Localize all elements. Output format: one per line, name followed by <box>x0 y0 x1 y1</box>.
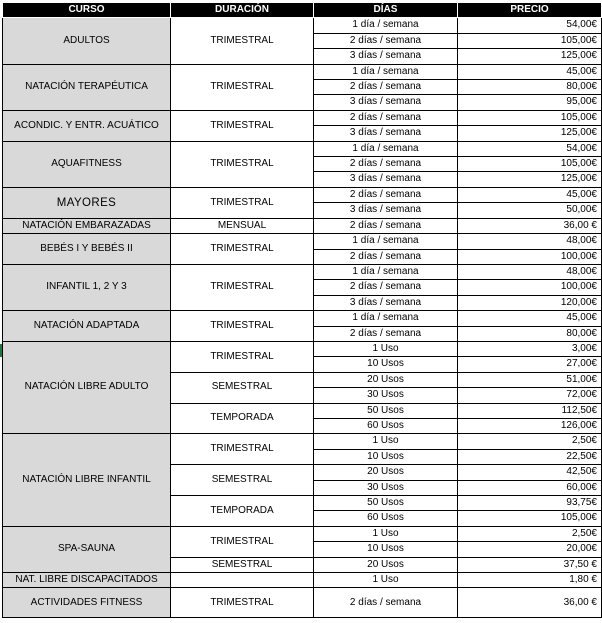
table-row <box>3 218 602 233</box>
days-cell: 60 Usos <box>314 418 458 433</box>
days-cell: 3 días / semana <box>314 49 458 64</box>
course-name-cell: BEBÉS I Y BEBÉS II <box>3 234 171 265</box>
duration-cell: TRIMESTRAL <box>171 64 314 110</box>
price-cell: 60,00€ <box>458 480 602 495</box>
table-body <box>3 18 602 618</box>
days-cell: 20 Usos <box>314 465 458 480</box>
price-cell: 45,00€ <box>458 311 602 326</box>
price-cell: 80,00€ <box>458 326 602 341</box>
table-row <box>3 110 602 125</box>
days-cell: 2 días / semana <box>314 110 458 125</box>
course-name-cell: NATACIÓN LIBRE INFANTIL <box>3 434 171 526</box>
price-cell: 125,00€ <box>458 126 602 141</box>
price-cell: 2,50€ <box>458 434 602 449</box>
price-cell: 51,00€ <box>458 372 602 387</box>
price-cell: 42,50€ <box>458 465 602 480</box>
course-name-cell: SPA-SAUNA <box>3 526 171 572</box>
course-name-cell: AQUAFITNESS <box>3 141 171 187</box>
price-cell: 125,00€ <box>458 49 602 64</box>
price-cell: 100,00€ <box>458 280 602 295</box>
price-cell: 2,50€ <box>458 526 602 541</box>
duration-cell: TRIMESTRAL <box>171 18 314 64</box>
days-cell: 2 días / semana <box>314 33 458 48</box>
days-cell: 3 días / semana <box>314 172 458 187</box>
days-cell: 1 día / semana <box>314 18 458 33</box>
course-name-cell: NATACIÓN EMBARAZADAS <box>3 218 171 233</box>
price-cell: 93,75€ <box>458 496 602 511</box>
price-cell: 72,00€ <box>458 388 602 403</box>
header-precio: PRECIO <box>458 3 602 18</box>
days-cell: 10 Usos <box>314 449 458 464</box>
duration-cell: TRIMESTRAL <box>171 234 314 265</box>
duration-cell: MENSUAL <box>171 218 314 233</box>
table-row <box>3 187 602 202</box>
table-row <box>3 311 602 326</box>
price-cell: 1,80 € <box>458 573 602 588</box>
course-name-cell: NATACIÓN ADAPTADA <box>3 311 171 342</box>
days-cell: 50 Usos <box>314 496 458 511</box>
days-cell: 1 día / semana <box>314 264 458 279</box>
table-row <box>3 341 602 356</box>
price-cell: 112,50€ <box>458 403 602 418</box>
days-cell: 2 días / semana <box>314 588 458 618</box>
duration-cell: TEMPORADA <box>171 496 314 527</box>
header-duracion: DURACIÓN <box>171 3 314 18</box>
days-cell: 1 Uso <box>314 434 458 449</box>
duration-cell: TRIMESTRAL <box>171 434 314 465</box>
days-cell: 3 días / semana <box>314 203 458 218</box>
days-cell: 1 Uso <box>314 526 458 541</box>
price-cell: 48,00€ <box>458 264 602 279</box>
duration-cell: TRIMESTRAL <box>171 311 314 342</box>
days-cell: 3 días / semana <box>314 295 458 310</box>
duration-cell: TEMPORADA <box>171 403 314 434</box>
price-cell: 20,00€ <box>458 542 602 557</box>
header-row <box>3 3 602 18</box>
days-cell: 1 Uso <box>314 341 458 356</box>
table-row <box>3 234 602 249</box>
price-cell: 36,00 € <box>458 588 602 618</box>
days-cell: 10 Usos <box>314 357 458 372</box>
days-cell: 1 día / semana <box>314 234 458 249</box>
course-name-cell: ACONDIC. Y ENTR. ACUÁTICO <box>3 110 171 141</box>
days-cell: 1 día / semana <box>314 311 458 326</box>
price-cell: 95,00€ <box>458 95 602 110</box>
duration-cell: TRIMESTRAL <box>171 264 314 310</box>
price-cell: 105,00€ <box>458 110 602 125</box>
days-cell: 30 Usos <box>314 480 458 495</box>
price-cell: 105,00€ <box>458 157 602 172</box>
price-cell: 37,50 € <box>458 557 602 572</box>
days-cell: 2 días / semana <box>314 80 458 95</box>
days-cell: 50 Usos <box>314 403 458 418</box>
days-cell: 10 Usos <box>314 542 458 557</box>
duration-cell: TRIMESTRAL <box>171 141 314 187</box>
price-cell: 36,00 € <box>458 218 602 233</box>
table-row <box>3 141 602 156</box>
days-cell: 2 días / semana <box>314 249 458 264</box>
course-name-cell: MAYORES <box>3 187 171 218</box>
duration-cell: TRIMESTRAL <box>171 341 314 372</box>
price-cell: 22,50€ <box>458 449 602 464</box>
days-cell: 2 días / semana <box>314 326 458 341</box>
price-cell: 48,00€ <box>458 234 602 249</box>
price-cell: 120,00€ <box>458 295 602 310</box>
price-cell: 80,00€ <box>458 80 602 95</box>
duration-cell: TRIMESTRAL <box>171 187 314 218</box>
days-cell: 30 Usos <box>314 388 458 403</box>
course-name-cell: NATACIÓN TERAPÉUTICA <box>3 64 171 110</box>
days-cell: 20 Usos <box>314 557 458 572</box>
duration-cell: TRIMESTRAL <box>171 110 314 141</box>
price-table <box>2 2 602 618</box>
days-cell: 2 días / semana <box>314 280 458 295</box>
course-name-cell: INFANTIL 1, 2 Y 3 <box>3 264 171 310</box>
header-curso: CURSO <box>3 3 171 18</box>
table-row <box>3 264 602 279</box>
days-cell: 3 días / semana <box>314 95 458 110</box>
table-row <box>3 588 602 618</box>
days-cell: 60 Usos <box>314 511 458 526</box>
price-cell: 50,00€ <box>458 203 602 218</box>
days-cell: 1 día / semana <box>314 141 458 156</box>
price-cell: 126,00€ <box>458 418 602 433</box>
price-cell: 105,00€ <box>458 33 602 48</box>
header-dias: DÍAS <box>314 3 458 18</box>
days-cell: 2 días / semana <box>314 157 458 172</box>
price-cell: 105,00€ <box>458 511 602 526</box>
price-cell: 54,00€ <box>458 141 602 156</box>
course-name-cell: NATACIÓN LIBRE ADULTO <box>3 341 171 433</box>
table-row <box>3 573 602 588</box>
days-cell: 20 Usos <box>314 372 458 387</box>
price-cell: 27,00€ <box>458 357 602 372</box>
course-name-cell: NAT. LIBRE DISCAPACITADOS <box>3 573 171 588</box>
price-cell: 45,00€ <box>458 64 602 79</box>
duration-cell: TRIMESTRAL <box>171 526 314 557</box>
days-cell: 1 día / semana <box>314 64 458 79</box>
table-row <box>3 64 602 79</box>
table-row <box>3 526 602 541</box>
course-name-cell: ACTIVIDADES FITNESS <box>3 588 171 618</box>
duration-cell: SEMESTRAL <box>171 557 314 572</box>
days-cell: 3 días / semana <box>314 126 458 141</box>
table-row <box>3 434 602 449</box>
duration-cell: TRIMESTRAL <box>171 588 314 618</box>
days-cell: 2 días / semana <box>314 187 458 202</box>
table-row <box>3 18 602 33</box>
days-cell: 2 días / semana <box>314 218 458 233</box>
price-cell: 100,00€ <box>458 249 602 264</box>
duration-cell: SEMESTRAL <box>171 372 314 403</box>
price-cell: 125,00€ <box>458 172 602 187</box>
price-cell: 54,00€ <box>458 18 602 33</box>
price-cell: 45,00€ <box>458 187 602 202</box>
days-cell: 1 Uso <box>314 573 458 588</box>
duration-cell <box>171 573 314 588</box>
duration-cell: SEMESTRAL <box>171 465 314 496</box>
course-name-cell: ADULTOS <box>3 18 171 64</box>
price-cell: 3,00€ <box>458 341 602 356</box>
